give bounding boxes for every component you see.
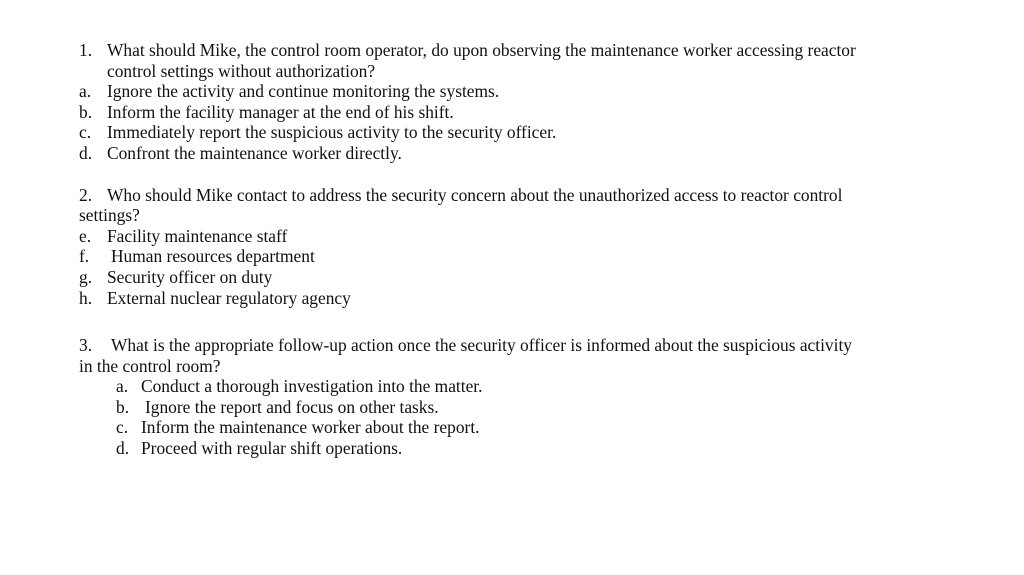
question-text: Who should Mike contact to address the security concern about the unauthorized access to reactor control (107, 185, 843, 205)
question-text-continued: in the control room? (79, 356, 221, 376)
option-text: Confront the maintenance worker directly. (107, 143, 402, 163)
option-marker: b. (79, 102, 93, 122)
option-marker: f. (79, 246, 90, 266)
question-number: 3. (79, 335, 93, 355)
option-text: Ignore the report and focus on other tasks. (145, 397, 439, 417)
option-text: Proceed with regular shift operations. (141, 438, 403, 458)
option-marker: a. (79, 81, 92, 101)
option-text: Security officer on duty (107, 267, 273, 287)
option-marker: d. (79, 143, 93, 163)
question-text-continued: settings? (79, 205, 140, 225)
question-text: What should Mike, the control room operator, do upon observing the maintenance worker accessing reactor (107, 40, 856, 60)
option-marker: c. (79, 122, 92, 142)
option-marker: a. (116, 376, 129, 396)
option-text: Conduct a thorough investigation into the matter. (141, 376, 483, 396)
option-marker: h. (79, 288, 93, 308)
option-marker: c. (116, 417, 129, 437)
option-marker: d. (116, 438, 130, 458)
option-text: Facility maintenance staff (107, 226, 288, 246)
option-text: External nuclear regulatory agency (107, 288, 351, 308)
question-number: 1. (79, 40, 93, 60)
option-text: Ignore the activity and continue monitoring the systems. (107, 81, 500, 101)
option-marker: b. (116, 397, 130, 417)
option-text: Immediately report the suspicious activity to the security officer. (107, 122, 557, 142)
option-text: Human resources department (111, 246, 315, 266)
question-number: 2. (79, 185, 93, 205)
option-marker: e. (79, 226, 92, 246)
option-text: Inform the facility manager at the end of his shift. (107, 102, 454, 122)
question-text: What is the appropriate follow-up action once the security officer is informed about the suspicious activity (111, 335, 852, 355)
option-text: Inform the maintenance worker about the report. (141, 417, 480, 437)
question-text-continued: control settings without authorization? (107, 61, 376, 81)
option-marker: g. (79, 267, 93, 287)
